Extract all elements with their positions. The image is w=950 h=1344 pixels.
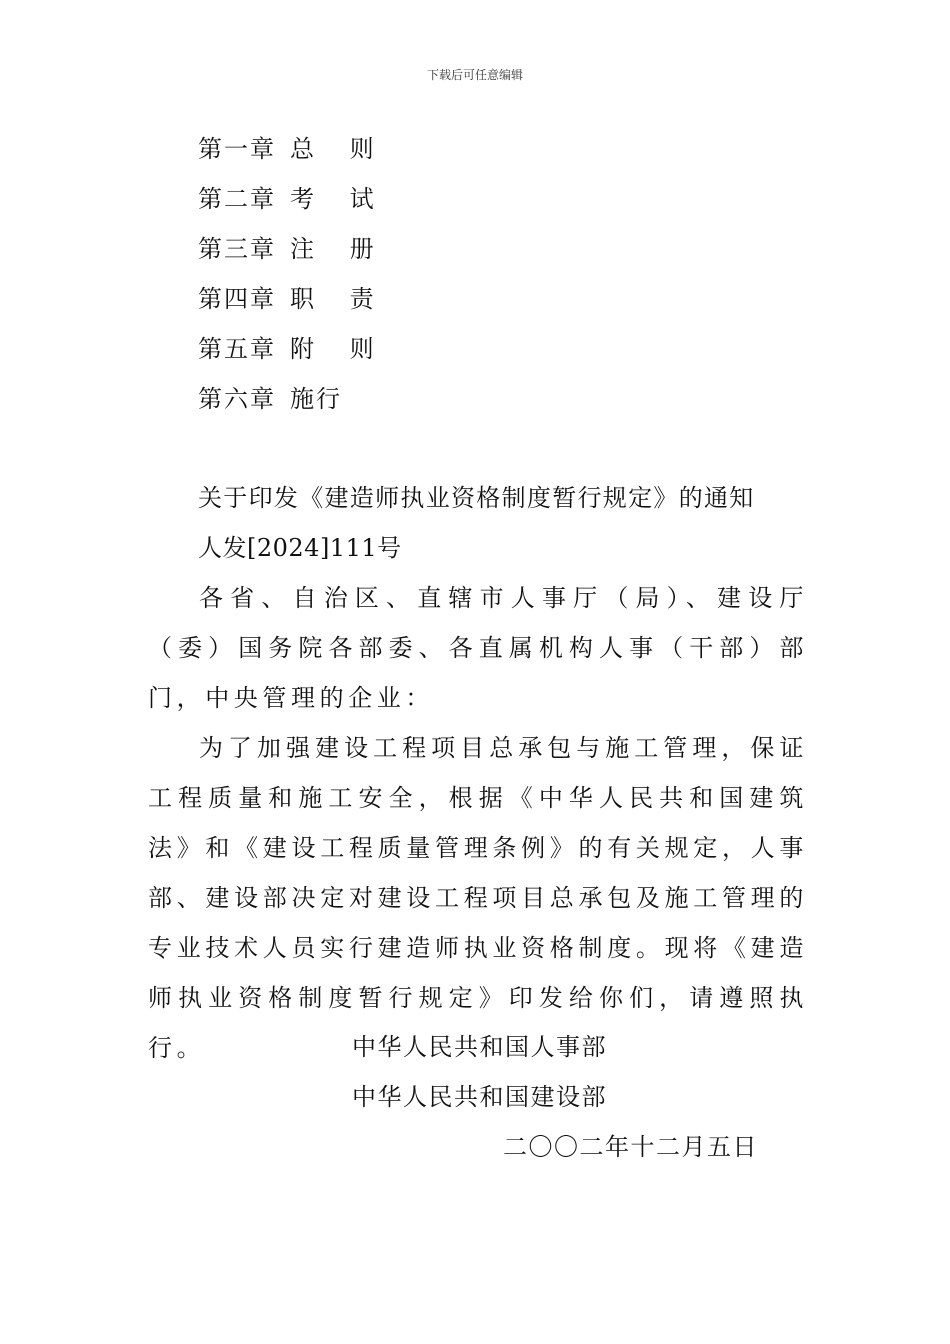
- toc-chapter: 第五章: [198, 335, 276, 363]
- toc-item-4: [198, 278, 388, 328]
- signature-ministry-construction: 中华人民共和国建设部: [352, 1083, 607, 1111]
- notice-recipients: 各省、自治区、直辖市人事厅（局）、建设厅（委）国务院各部委、各直属机构人事（干部）部门，中央管理的企业：: [148, 584, 808, 712]
- toc-item-3: [198, 228, 388, 278]
- notice-body: 为了加强建设工程项目总承包与施工管理，保证工程质量和施工安全，根据《中华人民共和国建筑法》和《建设工程质量管理条例》的有关规定，人事部、建设部决定对建设工程项目总承包及施工管理的专业技术人员实行建造师执业资格制度。现将《建造师执业资格制度暂行规定》印发给你们，请遵照执行。: [148, 734, 808, 1062]
- toc-chapter: 第二章: [198, 185, 276, 213]
- page-header-note: 下载后可任意编辑: [426, 68, 523, 82]
- toc-item-1: [198, 128, 388, 178]
- toc-chapter: 第三章: [198, 235, 276, 263]
- toc-chapter: 第一章: [198, 135, 276, 163]
- toc-title: 职 责: [290, 285, 388, 313]
- toc-chapter: 第四章: [198, 285, 276, 313]
- notice-doc-number: 人发[2024]111号: [198, 534, 402, 562]
- notice-date: 二〇〇二年十二月五日: [503, 1133, 758, 1161]
- toc-title: 施行: [290, 385, 342, 413]
- toc-title: 附 则: [290, 335, 388, 363]
- notice-title: 关于印发《建造师执业资格制度暂行规定》的通知: [198, 484, 755, 512]
- toc-chapter: 第六章: [198, 385, 276, 413]
- toc-title: 总 则: [290, 135, 388, 163]
- signature-ministry-personnel: 中华人民共和国人事部: [352, 1033, 607, 1061]
- toc-title: 考 试: [290, 185, 388, 213]
- toc-item-6: [198, 378, 388, 428]
- table-of-contents: [198, 128, 388, 428]
- toc-item-2: [198, 178, 388, 228]
- toc-item-5: [198, 328, 388, 378]
- toc-title: 注 册: [290, 235, 388, 263]
